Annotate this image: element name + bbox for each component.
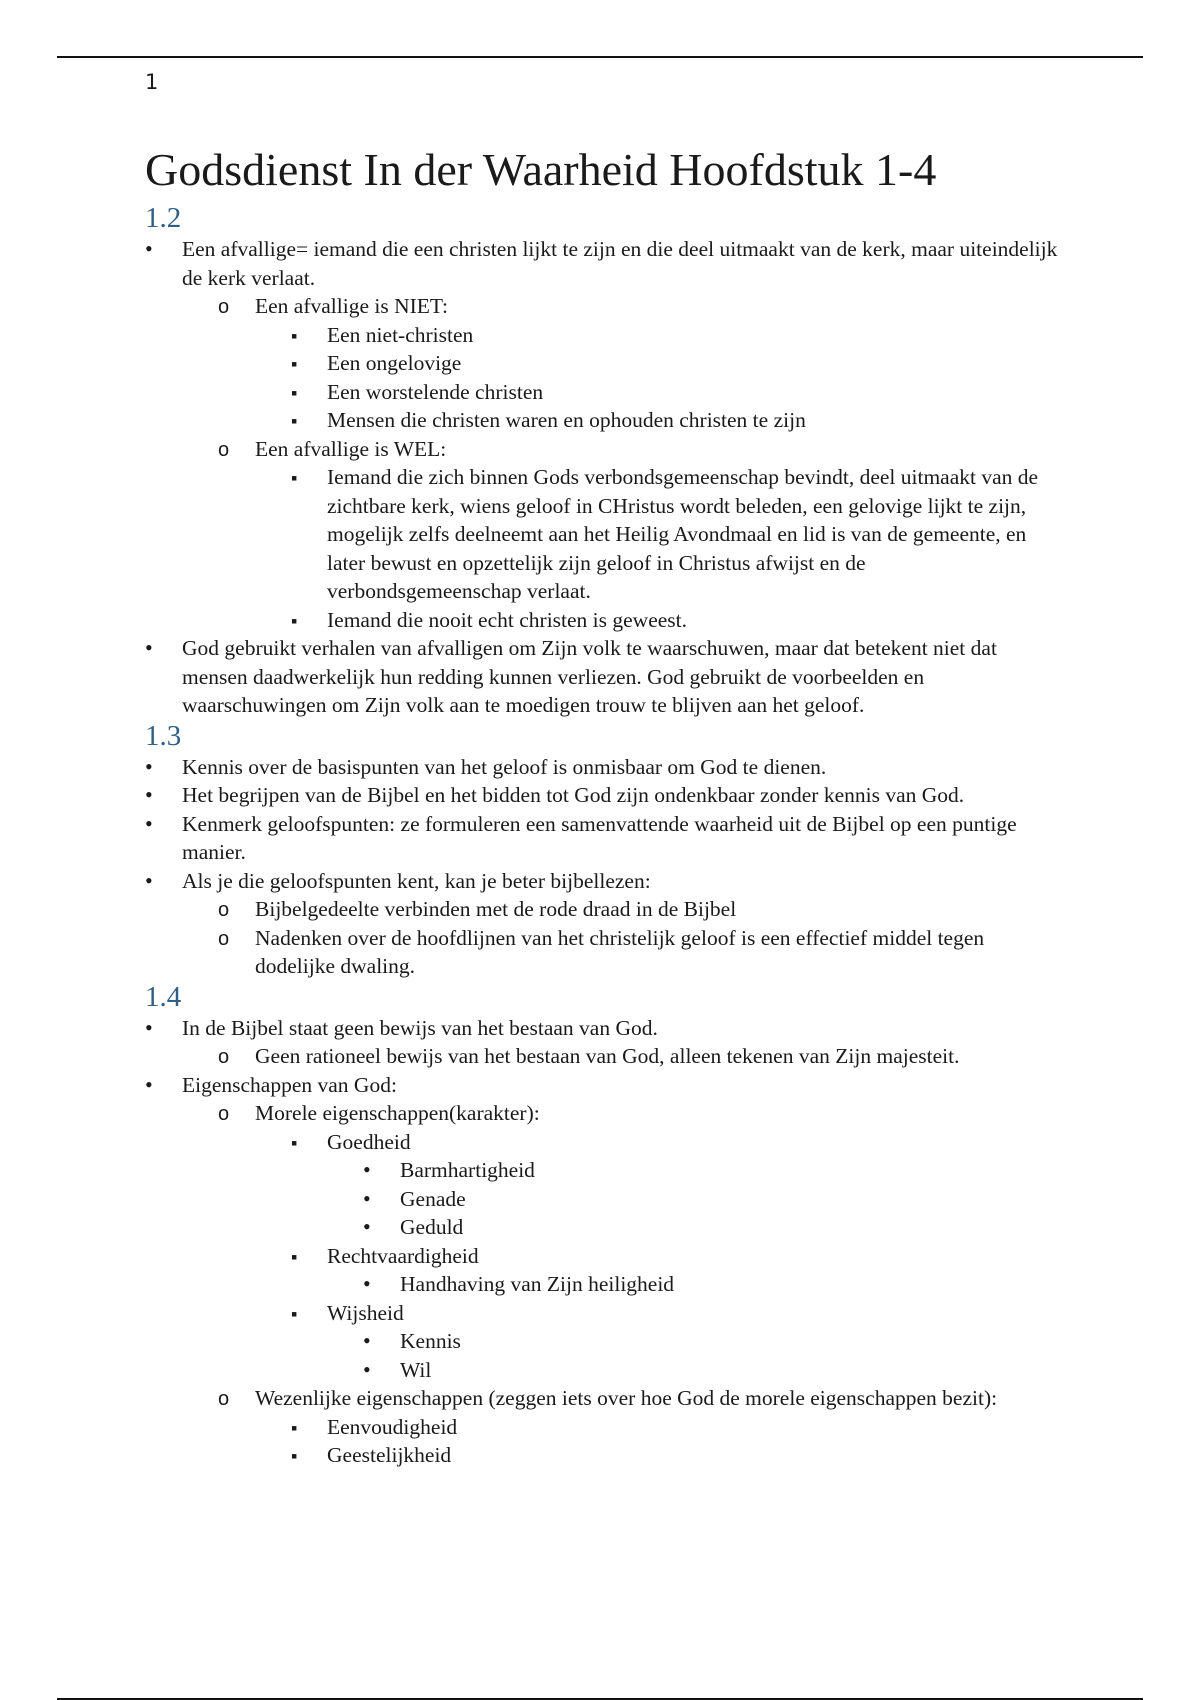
bullet-icon [363,1213,371,1242]
bullet-icon [363,1327,371,1356]
list-item: ▪ Geestelijkheid [145,1441,1065,1470]
list-item: • Eigenschappen van God: [145,1071,1065,1100]
list-item: ▪ Wijsheid [145,1299,1065,1328]
list-item: • Als je die geloofspunten kent, kan je beter bijbellezen: [145,867,1065,896]
bullet-icon [145,1014,153,1043]
circle-bullet-icon [218,895,229,925]
list-item: ▪ Eenvoudigheid [145,1413,1065,1442]
list-item: ▪ Iemand die nooit echt christen is geweest. [145,606,1065,635]
square-bullet-icon [291,1299,297,1329]
list-item: o Nadenken over de hoofdlijnen van het christelijk geloof is een effectief middel tegen dodelijke dwaling. [145,924,1065,981]
list-item: o Geen rationeel bewijs van het bestaan van God, alleen tekenen van Zijn majesteit. [145,1042,1065,1071]
bullet-icon [363,1156,371,1185]
circle-bullet-icon [218,435,229,465]
bullet-icon [145,753,153,782]
section-heading-1-2: 1.2 [145,202,182,234]
circle-bullet-icon [218,1099,229,1129]
bullet-icon [363,1270,371,1299]
document-title: Godsdienst In der Waarheid Hoofdstuk 1-4 [145,144,937,195]
bullet-icon [145,867,153,896]
list-item: ▪ Een niet-christen [145,321,1065,350]
list-item: o Bijbelgedeelte verbinden met de rode draad in de Bijbel [145,895,1065,924]
list-item: • Kennis over de basispunten van het geloof is onmisbaar om God te dienen. [145,753,1065,782]
list-item: • Het begrijpen van de Bijbel en het bidden tot God zijn ondenkbaar zonder kennis van God. [145,781,1065,810]
list-item: o Wezenlijke eigenschappen (zeggen iets over hoe God de morele eigenschappen bezit): [145,1384,1065,1413]
circle-bullet-icon [218,924,229,954]
list-item: • Wil [145,1356,1065,1385]
document-body [145,140,1065,1470]
square-bullet-icon [291,463,297,493]
circle-bullet-icon [218,1384,229,1414]
list-item: • Barmhartigheid [145,1156,1065,1185]
square-bullet-icon [291,1128,297,1158]
list-item: • Handhaving van Zijn heiligheid [145,1270,1065,1299]
header-rule [57,56,1143,58]
square-bullet-icon [291,1413,297,1443]
bullet-icon [363,1185,371,1214]
list-item: • Kenmerk geloofspunten: ze formuleren een samenvattende waarheid uit de Bijbel op een puntige manier. [145,810,1065,867]
square-bullet-icon [291,378,297,408]
list-item: ▪ Iemand die zich binnen Gods verbondsgemeenschap bevindt, deel uitmaakt van de zichtbare kerk, wiens geloof in CHristus wordt beleden, een gelovige lijkt te zijn, mogelijk zelfs deelneemt aan het Heilig Avondmaal en lid is van de gemeente, en later bewust en opzettelijk zijn geloof in Christus afwijst en de verbondsgemeenschap verlaat. [145,463,1065,606]
bullet-icon [363,1356,371,1385]
list-item: • Geduld [145,1213,1065,1242]
list-item: o Een afvallige is NIET: [145,292,1065,321]
square-bullet-icon [291,349,297,379]
list-item: ▪ Rechtvaardigheid [145,1242,1065,1271]
section-heading-1-3: 1.3 [145,719,182,752]
square-bullet-icon [291,321,297,351]
square-bullet-icon [291,1441,297,1471]
square-bullet-icon [291,406,297,436]
circle-bullet-icon [218,292,229,322]
list-item: • Genade [145,1185,1065,1214]
list-item: • Een afvallige= iemand die een christen lijkt te zijn en die deel uitmaakt van de kerk, maar uiteindelijk de kerk verlaat. [145,235,1065,292]
circle-bullet-icon [218,1042,229,1072]
list-item: ▪ Goedheid [145,1128,1065,1157]
bullet-icon [145,235,153,264]
bullet-icon [145,634,153,663]
square-bullet-icon [291,1242,297,1272]
page-number: 1 [145,70,159,94]
list-item: • In de Bijbel staat geen bewijs van het bestaan van God. [145,1014,1065,1043]
list-item: ▪ Een ongelovige [145,349,1065,378]
list-item: o Een afvallige is WEL: [145,435,1065,464]
list-item: ▪ Een worstelende christen [145,378,1065,407]
bullet-icon [145,1071,153,1100]
list-item: o Morele eigenschappen(karakter): [145,1099,1065,1128]
list-item: ▪ Mensen die christen waren en ophouden christen te zijn [145,406,1065,435]
square-bullet-icon [291,606,297,636]
list-item: • Kennis [145,1327,1065,1356]
section-heading-1-4: 1.4 [145,980,182,1013]
bullet-icon [145,781,153,810]
bullet-icon [145,810,153,839]
list-item: • God gebruikt verhalen van afvalligen om Zijn volk te waarschuwen, maar dat betekent niet dat mensen daadwerkelijk hun redding kunnen verliezen. God gebruikt de voorbeelden en waarschuwingen om Zijn volk aan te moedigen trouw te blijven aan het geloof. [145,634,1065,720]
